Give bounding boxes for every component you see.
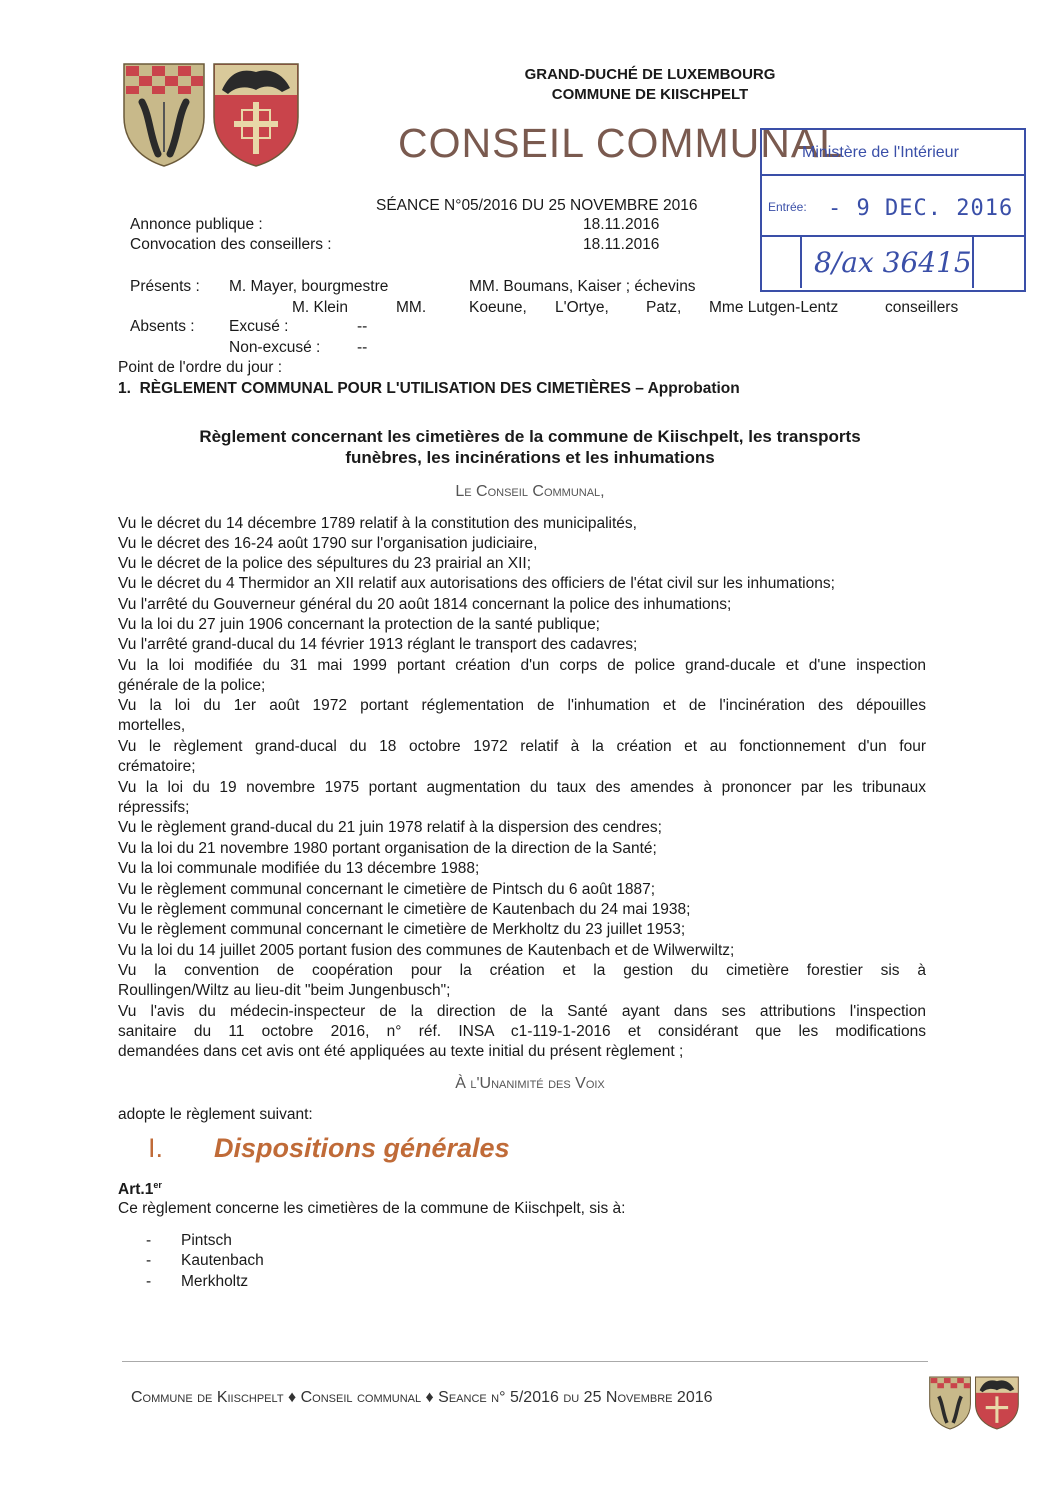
list-item-text: Merkholtz	[181, 1273, 249, 1290]
article-label: Art.1	[118, 1181, 154, 1199]
consideration-line: Vu l'arrêté grand-ducal du 14 février 1913 réglant le transport des cadavres;	[118, 636, 638, 653]
present-klein: M. Klein	[292, 299, 348, 316]
agenda-item-number: 1.	[118, 380, 131, 397]
present-label: Présents :	[130, 278, 200, 295]
page-title: CONSEIL COMMUNAL	[398, 120, 844, 166]
footer-divider	[122, 1361, 928, 1362]
convocation-date: 18.11.2016	[583, 236, 660, 253]
agenda-item-title: RÈGLEMENT COMMUNAL POUR L'UTILISATION DES CIMETIÈRES	[139, 380, 631, 397]
consideration-line: demandées dans cet avis ont été appliquées au texte initial du présent règlement ;	[118, 1043, 684, 1060]
country-heading: GRAND-DUCHÉ DE LUXEMBOURG	[524, 66, 776, 83]
announcement-date: 18.11.2016	[583, 216, 660, 233]
unexcused-value: --	[357, 339, 368, 356]
consideration-line: mortelles,	[118, 717, 186, 734]
consideration-line: Vu le décret des 16-24 août 1790 sur l'organisation judiciaire,	[118, 535, 538, 552]
right-shield	[214, 64, 298, 166]
agenda-item-approval: – Approbation	[630, 380, 740, 397]
present-lutgen-lentz: Mme Lutgen-Lentz	[709, 299, 839, 316]
present-mayor: M. Mayer, bourgmestre	[229, 278, 389, 295]
council-heading: Le Conseil Communal,	[455, 483, 605, 500]
consideration-line: Roullingen/Wiltz au lieu-dit "beim Jungenbusch";	[118, 982, 451, 999]
article-heading	[118, 1180, 162, 1199]
agenda-label: Point de l'ordre du jour :	[118, 359, 283, 376]
stamp-ministry: Ministère de l'Intérieur	[802, 144, 959, 161]
consideration-line: Vu le décret du 14 décembre 1789 relatif à la constitution des municipalités,	[118, 515, 637, 532]
commune-heading: COMMUNE DE KIISCHPELT	[551, 86, 749, 103]
consideration-line: générale de la police;	[118, 677, 266, 694]
reception-stamp	[760, 128, 1026, 292]
consideration-line: Vu la convention de coopération pour la création et la gestion du cimetière forestier sis à	[118, 962, 926, 979]
list-item: - Merkholtz	[146, 1273, 249, 1290]
consideration-line: Vu le règlement communal concernant le cimetière de Pintsch du 6 août 1887;	[118, 881, 656, 898]
consideration-line: Vu l'arrêté du Gouverneur général du 20 août 1814 concernant la police des inhumations;	[118, 596, 732, 613]
consideration-line: Vu l'avis du médecin-inspecteur de la direction de la Santé ayant dans ses attributions l'inspection	[118, 1003, 926, 1020]
consideration-line: Vu le décret de la police des sépultures du 23 prairial an XII;	[118, 555, 532, 572]
consideration-line: sanitaire du 11 octobre 2016, n° réf. INSA c1-119-1-2016 et considérant que les modifications	[118, 1023, 926, 1040]
consideration-line: Vu la loi du 1er août 1972 portant réglementation de l'inhumation et de l'incinération des dépouilles	[118, 697, 926, 714]
section-title: Dispositions générales	[214, 1133, 510, 1163]
consideration-line: répressifs;	[118, 799, 190, 816]
list-item: - Kautenbach	[146, 1252, 264, 1269]
consideration-line: crématoire;	[118, 758, 196, 775]
session-title: SÉANCE N°05/2016 DU 25 NOVEMBRE 2016	[376, 197, 698, 214]
consideration-line: Vu le règlement grand-ducal du 21 juin 1978 relatif à la dispersion des cendres;	[118, 819, 662, 836]
article-sup: er	[153, 1180, 162, 1190]
list-item-text: Pintsch	[181, 1232, 232, 1249]
unanimity-heading: À l'Unanimité des Voix	[455, 1075, 605, 1092]
present-mm: MM.	[396, 299, 427, 316]
stamp-entry-label: Entrée:	[768, 200, 807, 214]
excused-value: --	[357, 318, 368, 335]
list-item-text: Kautenbach	[181, 1252, 264, 1269]
present-patz: Patz,	[646, 299, 682, 316]
section-number: I.	[148, 1133, 164, 1163]
unexcused-label: Non-excusé :	[229, 339, 321, 356]
stamp-entry-date: - 9 DEC. 2016	[828, 196, 1014, 221]
left-shield	[124, 64, 204, 166]
list-item: - Pintsch	[146, 1232, 232, 1249]
section-heading	[148, 1133, 510, 1164]
announcement-label: Annonce publique :	[130, 216, 263, 233]
consideration-line: Vu le règlement grand-ducal du 18 octobre 1972 relatif à la création et au fonctionnement d'un four	[118, 738, 926, 755]
stamp-reference: 8/ax 36415	[814, 246, 972, 279]
footer-text: Commune de Kiischpelt ♦ Conseil communal ♦ Seance n° 5/2016 du 25 Novembre 2016	[131, 1389, 713, 1406]
present-koeune: Koeune,	[469, 299, 527, 316]
consideration-line: Vu le décret du 4 Thermidor an XII relatif aux autorisations des officiers de l'état civil sur les inhumations;	[118, 575, 835, 592]
regulation-title-line2: funèbres, les incinérations et les inhumations	[345, 448, 715, 467]
adopts-text: adopte le règlement suivant:	[118, 1106, 313, 1123]
coat-of-arms-logo	[122, 62, 300, 168]
consideration-line: Vu la loi modifiée du 31 mai 1999 portant création d'un corps de police grand-ducale et d'une inspection	[118, 657, 926, 674]
consideration-line: Vu la loi du 21 novembre 1980 portant organisation de la direction de la Santé;	[118, 840, 657, 857]
consideration-line: Vu la loi du 14 juillet 2005 portant fusion des communes de Kautenbach et de Wilwerwiltz;	[118, 942, 735, 959]
article-text: Ce règlement concerne les cimetières de la commune de Kiischpelt, sis à:	[118, 1200, 626, 1217]
present-councillors: conseillers	[885, 299, 959, 316]
present-aldermen: MM. Boumans, Kaiser ; échevins	[469, 278, 696, 295]
excused-label: Excusé :	[229, 318, 289, 335]
consideration-line: Vu la loi du 27 juin 1906 concernant la protection de la santé publique;	[118, 616, 600, 633]
consideration-line: Vu le règlement communal concernant le cimetière de Merkholtz du 23 juillet 1953;	[118, 921, 686, 938]
agenda-item	[118, 380, 740, 398]
convocation-label: Convocation des conseillers :	[130, 236, 332, 253]
consideration-line: Vu la loi communale modifiée du 13 décembre 1988;	[118, 860, 480, 877]
regulation-title-line1: Règlement concernant les cimetières de la commune de Kiischpelt, les transports	[199, 427, 861, 446]
present-lortye: L'Ortye,	[555, 299, 609, 316]
absent-label: Absents :	[130, 318, 195, 335]
consideration-line: Vu le règlement communal concernant le cimetière de Kautenbach du 24 mai 1938;	[118, 901, 691, 918]
footer-coat-of-arms-logo	[928, 1376, 1020, 1430]
consideration-line: Vu la loi du 19 novembre 1975 portant augmentation du taux des amendes à prononcer par les tribunaux	[118, 779, 926, 796]
